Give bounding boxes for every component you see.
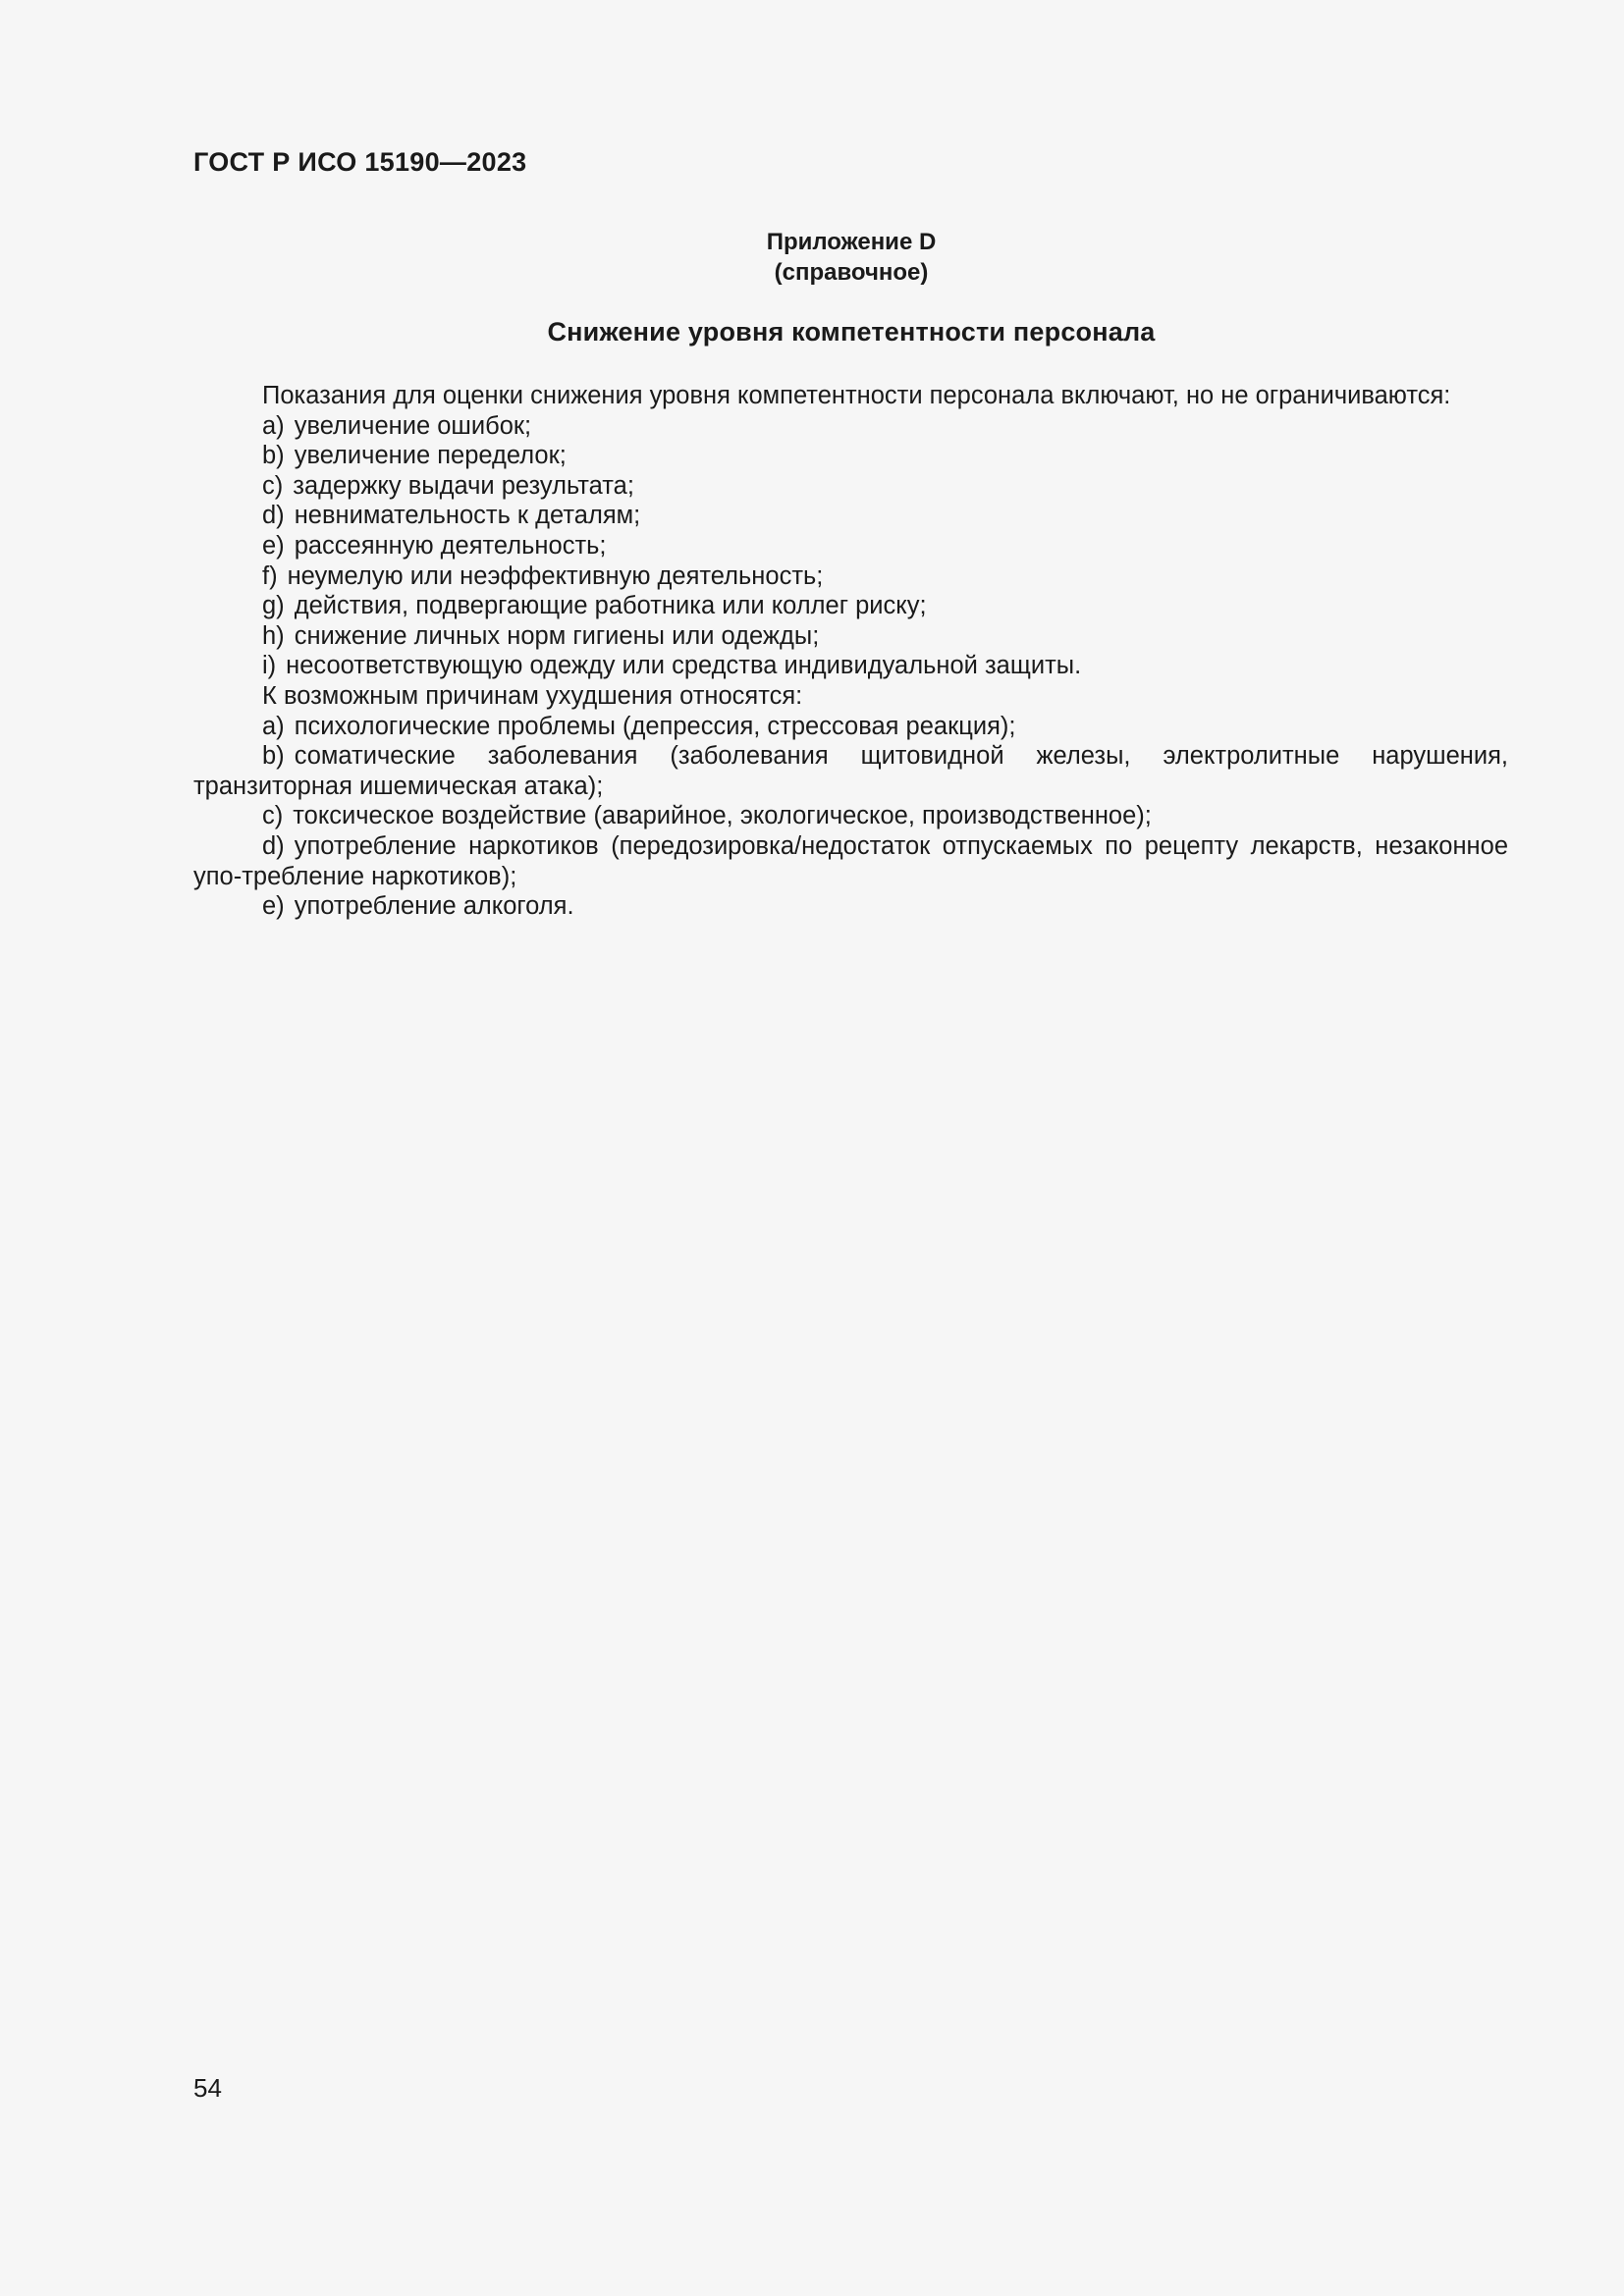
list-item-text: токсическое воздействие (аварийное, экологическое, производственное);	[293, 802, 1152, 830]
list-item-text: несоответствующую одежду или средства индивидуальной защиты.	[286, 652, 1082, 680]
list-item-label: h)	[262, 621, 285, 650]
list-item-label: f)	[262, 561, 278, 590]
list-item-text: задержку выдачи результата;	[293, 471, 634, 500]
list-item-text: рассеянную деятельность;	[294, 531, 607, 560]
list-item	[193, 651, 1508, 681]
list-item-label: a)	[262, 411, 285, 440]
list-item-label: d)	[262, 502, 285, 530]
list-item-label: a)	[262, 712, 285, 740]
list-item-text: увеличение переделок;	[294, 442, 567, 470]
list-item-label: c)	[262, 802, 284, 830]
annex-title: Приложение D	[766, 229, 937, 255]
list-item	[193, 411, 1508, 442]
annex-title-block	[321, 227, 1381, 288]
list-item-text: употребление алкоголя.	[294, 892, 574, 921]
list-item-label: e)	[262, 531, 285, 560]
list-item-label: b)	[262, 742, 285, 771]
list-item-label: c)	[262, 471, 284, 500]
section-heading: Снижение уровня компетентности персонала	[547, 317, 1156, 347]
document-body	[193, 381, 1508, 922]
paragraph-intro-indications: Показания для оценки снижения уровня компетентности персонала включают, но не ограничиваются:	[262, 382, 1451, 409]
list-item-text: действия, подвергающие работника или коллег риску;	[294, 592, 927, 620]
list-item	[193, 621, 1508, 652]
list-item-text: психологические проблемы (депрессия, стрессовая реакция);	[294, 712, 1016, 740]
list-item-text: снижение личных норм гигиены или одежды;	[294, 621, 820, 650]
page-number: 54	[193, 2073, 222, 2103]
list-item	[193, 712, 1508, 742]
list-item-label: d)	[262, 831, 285, 860]
list-item-text: употребление наркотиков (передозировка/недостаток отпускаемых по рецепту лекарств, незаконное упо-требление наркотиков);	[193, 831, 1508, 890]
list-item	[193, 471, 1508, 502]
list-item-text: увеличение ошибок;	[294, 411, 532, 440]
list-item-text: соматические заболевания (заболевания щитовидной железы, электролитные нарушения, транзиторная ишемическая атака);	[193, 742, 1508, 800]
list-item-text: невнимательность к деталям;	[294, 502, 641, 530]
list-item	[193, 501, 1508, 531]
list-item	[193, 591, 1508, 621]
list-item-label: i)	[262, 652, 277, 680]
list-item-label: b)	[262, 442, 285, 470]
list-item	[193, 561, 1508, 592]
paragraph-intro-causes: К возможным причинам ухудшения относятся:	[262, 681, 803, 710]
list-item	[193, 831, 1508, 891]
annex-subtitle: (справочное)	[774, 259, 929, 286]
list-item	[193, 741, 1508, 801]
list-item-text: неумелую или неэффективную деятельность;	[287, 561, 824, 590]
list-item	[193, 801, 1508, 831]
list-item	[193, 441, 1508, 471]
document-code: ГОСТ Р ИСО 15190—2023	[193, 147, 527, 177]
list-item	[193, 531, 1508, 561]
list-item	[193, 891, 1508, 922]
list-item-label: e)	[262, 892, 285, 921]
list-item-label: g)	[262, 592, 285, 620]
